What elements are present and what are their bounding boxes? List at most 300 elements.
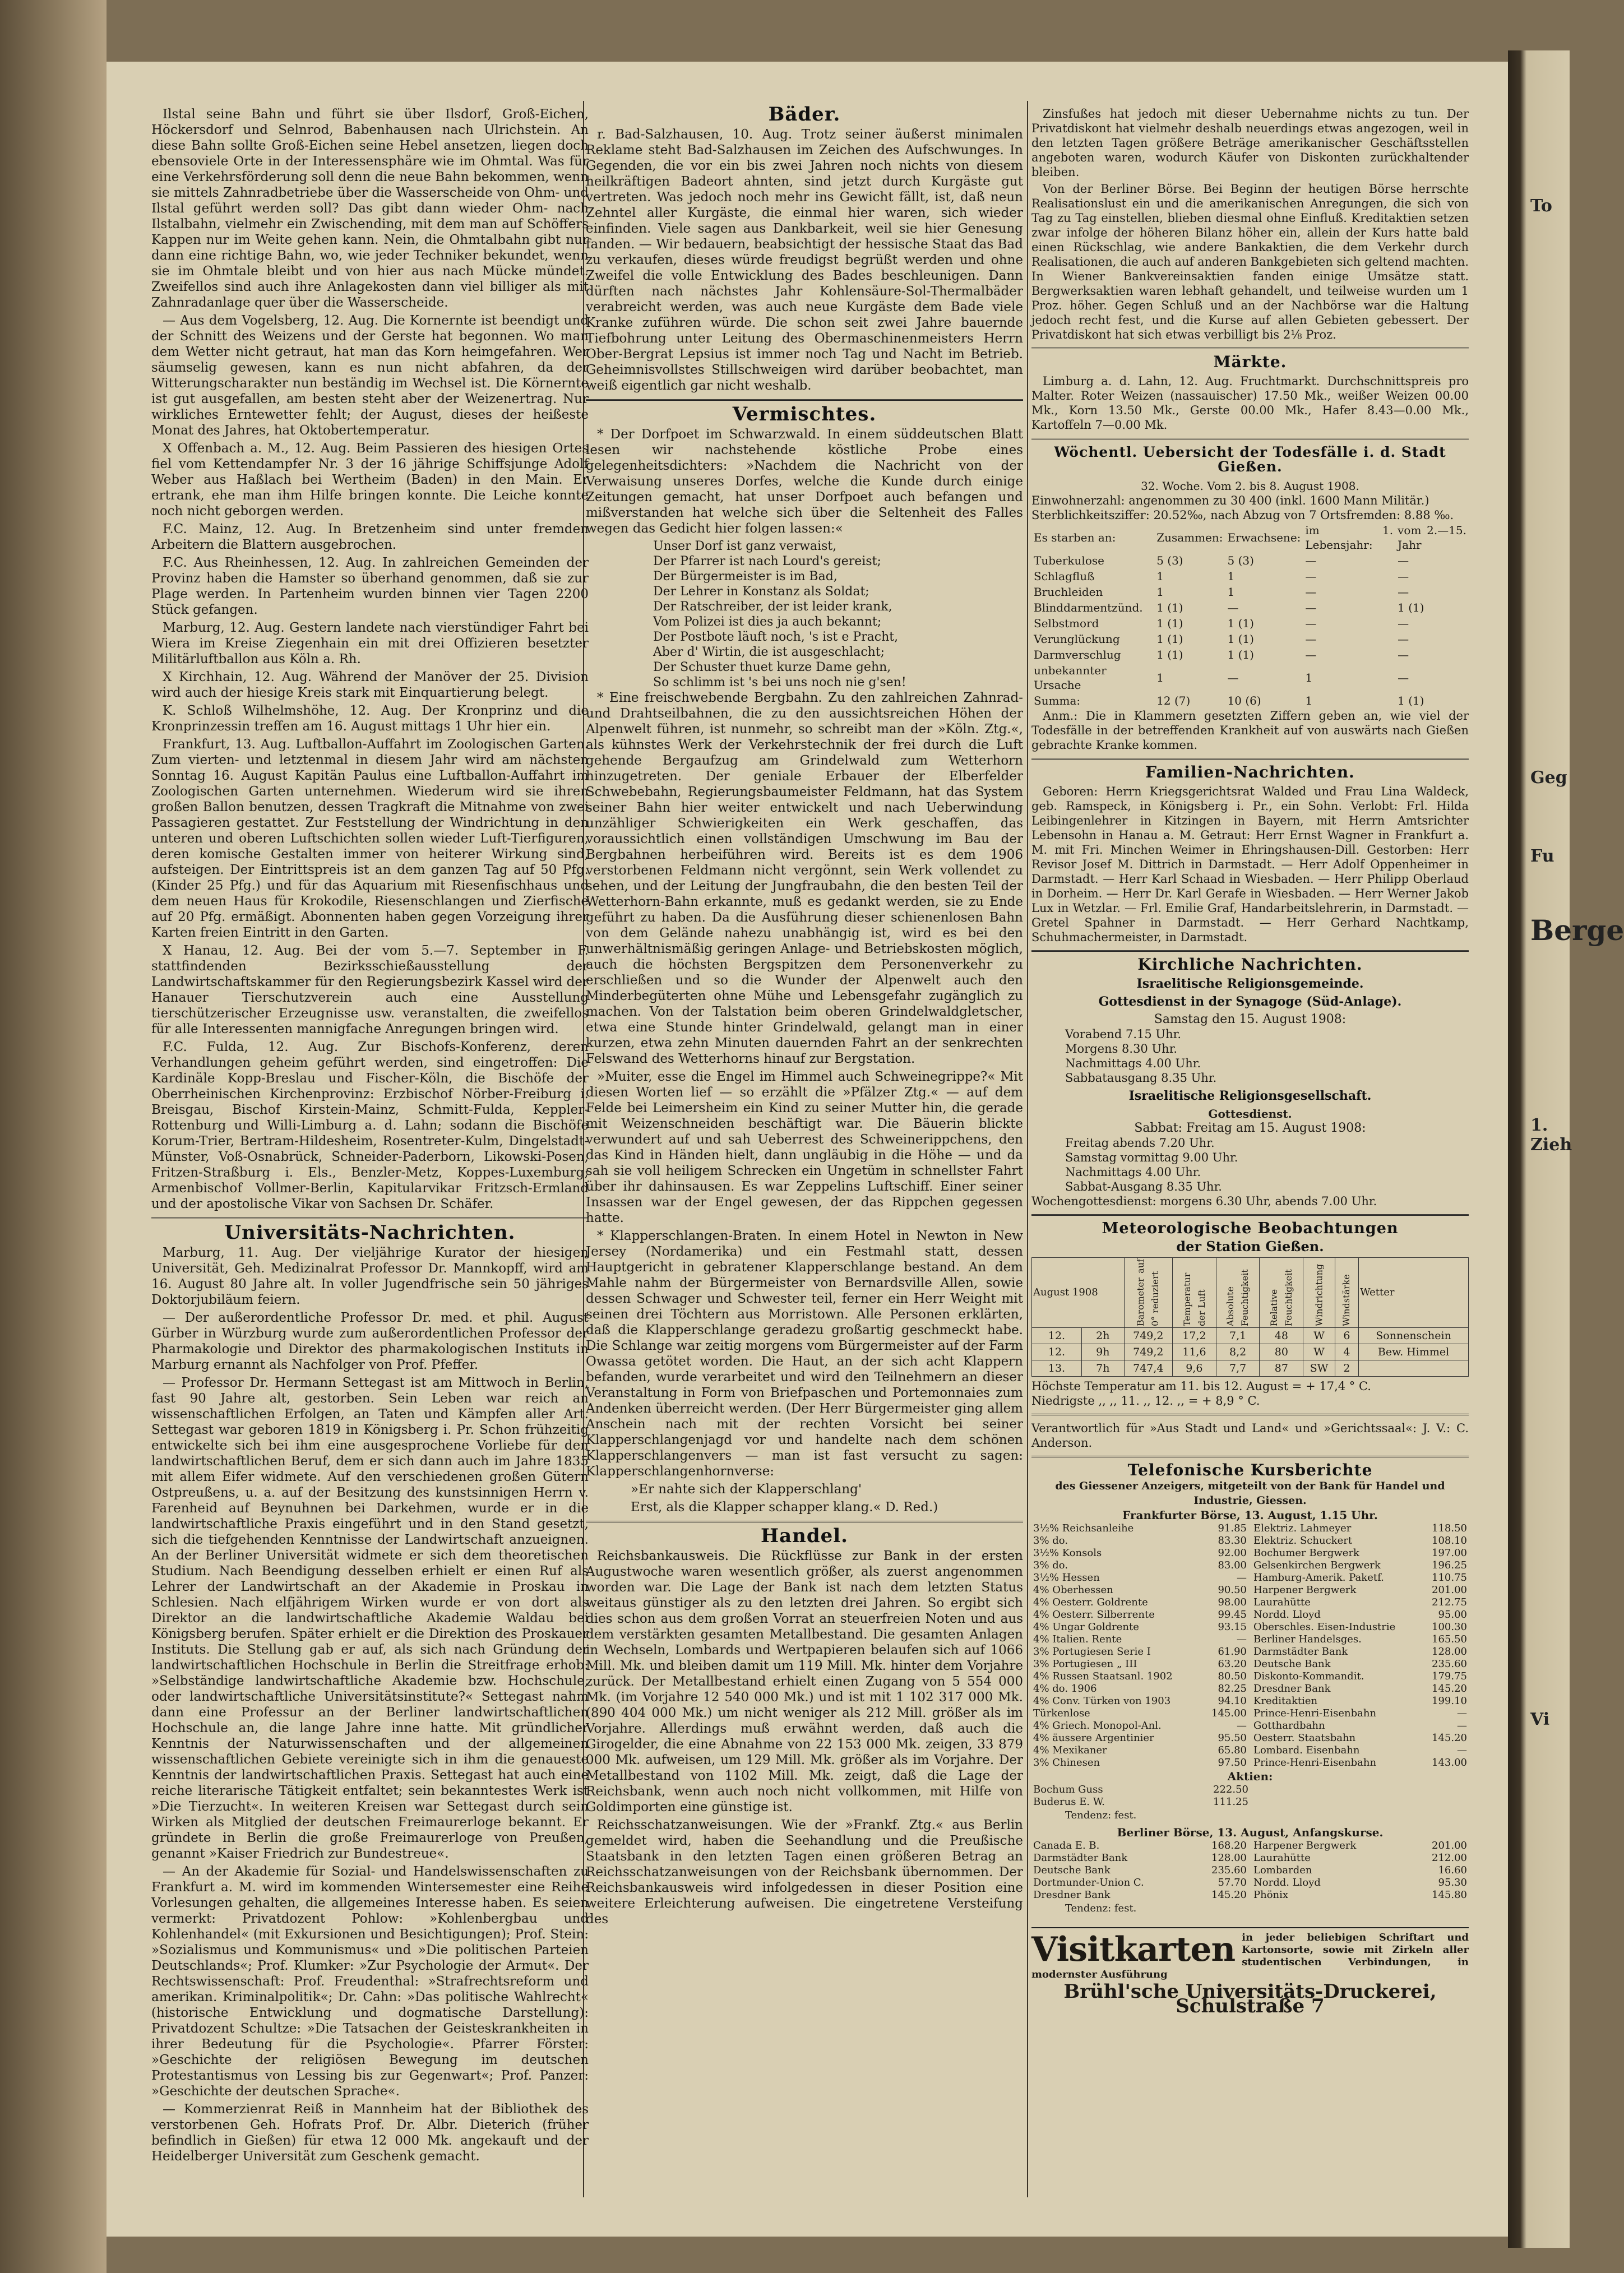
table-cell: —	[1398, 617, 1409, 630]
poem-line: So schlimm ist 's bei uns noch nie g'sen!	[653, 675, 906, 689]
table-row	[1252, 1535, 1469, 1547]
poem-line: Der Schuster thuet kurze Dame gehn,	[653, 660, 891, 674]
table-cell: Verunglückung	[1034, 632, 1120, 646]
table-row	[1031, 1683, 1248, 1695]
table-row	[1031, 1670, 1248, 1683]
table-cell: 1	[1305, 671, 1313, 684]
table-cell: 100.30	[1432, 1621, 1467, 1633]
table-cell: —	[1457, 1744, 1467, 1756]
table-cell: 3% do.	[1033, 1535, 1068, 1547]
column-header: Temperatur der Luft	[1173, 1258, 1216, 1328]
service-date: Sabbat: Freitag am 15. August 1908:	[1134, 1121, 1366, 1135]
table-row	[1031, 1840, 1248, 1852]
column-header: Windstärke	[1335, 1258, 1358, 1328]
table-cell: 7,7	[1216, 1360, 1260, 1377]
table-cell: Deutsche Bank	[1253, 1658, 1331, 1670]
table-row	[1252, 1522, 1469, 1535]
table-cell: 110.75	[1432, 1572, 1467, 1584]
table-cell: 3% Portugiesen Serie I	[1033, 1646, 1151, 1658]
table-cell: 1 (1)	[1156, 632, 1183, 646]
table-row	[1252, 1572, 1469, 1584]
article-paragraph: X Hanau, 12. Aug. Bei der vom 5.—7. September in F. stattfindenden Bezirksschießausstellung der Landwirtschaftskammer für den Regierungsbezirk Kassel wird der Hanauer Tierschutzverein auch eine Ausstellung tierschützerischer Erzeugnisse usw. veranstalten, die zweifellos für alle Interessenten mannigfache Anregungen bringen wird.	[151, 943, 589, 1036]
table-cell: 1 (1)	[1398, 601, 1424, 614]
table-row	[1031, 1796, 1250, 1808]
table-cell: Dortmunder-Union C.	[1033, 1877, 1144, 1888]
column-header: Absolute Feuchtigkeit	[1216, 1258, 1260, 1328]
table-cell: 4% Oesterr. Silberrente	[1033, 1609, 1155, 1621]
poem-line: Der Bürgermeister is im Bad,	[653, 570, 838, 584]
table-cell: 61.90	[1218, 1646, 1247, 1658]
table-cell: Laurahütte	[1253, 1596, 1311, 1608]
min-temperature: Niedrigste ,, ,, 11. ,, 12. ,, = + 8,9 ° C.	[1031, 1394, 1260, 1408]
religious-community: Israelitische Religionsgemeinde.	[1136, 976, 1364, 991]
table-header-row	[1031, 522, 1469, 553]
stock-table-left	[1031, 1522, 1248, 1769]
table-cell: —	[1398, 671, 1409, 684]
column-header: Es starben an:	[1034, 531, 1116, 544]
poem-line: Der Ratschreiber, der ist leider krank,	[653, 600, 892, 614]
table-cell: —	[1305, 632, 1317, 646]
service-time: Sabbatausgang 8.35 Uhr.	[1065, 1071, 1217, 1085]
table-cell: 4% do. 1906	[1033, 1683, 1097, 1695]
table-header-row	[1032, 1258, 1469, 1328]
table-cell: 1	[1227, 585, 1235, 599]
table-cell: Oesterr. Staatsbahn	[1253, 1732, 1356, 1744]
table-cell: 80	[1260, 1344, 1303, 1360]
table-cell: 1	[1305, 694, 1313, 707]
table-cell: 83.00	[1218, 1559, 1247, 1571]
article-paragraph: * Eine freischwebende Bergbahn. Zu den zahlreichen Zahnrad- und Drahtseilbahnen, die zu den aussichtsreichen Höhen der Alpenwelt führen, ist nunmehr, so schreibt man der »Köln. Ztg.«, als kühnstes Werk der Verkehrstechnik der frei durch die Luft gehende Bergaufzug am Grindelwald zum Wetterhorn hinzugetreten. Der geniale Erbauer der Elberfelder Schwebebahn, Regierungsbaumeister Feldmann, hat das System seiner Bahn hier weiter entwickelt und nach Ueberwindung unzähliger Schwierigkeiten ein Werk geschaffen, das voraussichtlich einen vollständigen Umschwung im Bau der Bergbahnen herbeiführen wird. Bereits ist es dem 1906 verstorbenen Feldmann nicht vergönnt, sein Werk vollendet zu sehen, und der Leitung der Jungfraubahn, die den besten Teil der Wetterhorn-Bahn erkannte, muß es gedankt werden, sie zu Ende geführt zu haben. Da die Ausführung dieser schienenlosen Bahn von dem Gelände nahezu unabhängig ist, wird es bei den unwerhältnismäßig geringen Anlage- und Betriebskosten möglich, auch die höchsten Bergspitzen dem Personenverkehr zu erschließen und so die Wunder der Alpenwelt auch den Minderbegüterten ohne Mühe und Lebensgefahr zugänglich zu machen. Von der Talstation beim oberen Grindelwaldgletscher, etwa eine Stunde hinter Grindelwald, gelangt man in einer kurzen, etwa zehn Minuten dauernden Fahrt an der senkrechten Felswand des Wetterhorns hinauf zur Bergstation.	[586, 691, 1023, 1066]
table-cell: 7,1	[1216, 1328, 1260, 1344]
article-paragraph: X Kirchhain, 12. Aug. Während der Manöver der 25. Division wird auch der hiesige Kreis stark mit Einquartierung belegt.	[151, 670, 589, 700]
table-cell: —	[1457, 1707, 1467, 1719]
table-row	[1031, 1658, 1248, 1670]
table-cell: 87	[1260, 1360, 1303, 1377]
column-1	[151, 107, 589, 2192]
table-cell: Gelsenkirchen Bergwerk	[1253, 1559, 1381, 1571]
table-cell: 1 (1)	[1156, 617, 1183, 630]
article-paragraph: r. Bad-Salzhausen, 10. Aug. Trotz seiner äußerst minimalen Reklame steht Bad-Salzhausen im Zeichen des Aufschwunges. In Gegenden, die vor ein bis zwei Jahren noch nichts von diesem heilkräftigen Badeort ahnten, sind jetzt durch Kurgäste gut vertreten. Was jedoch noch mehr ins Gewicht fällt, ist, daß neun Zehntel aller Kurgäste, die einmal hier waren, sich wieder einfinden. Viele sagen aus Dankbarkeit, weil sie hier Genesung fanden. — Wir bedauern, beabsichtigt der hessische Staat das Bad zu verkaufen, dieses würde freudigst begrüßt werden und ohne Zweifel die volle Entwicklung des Bades beschleunigen. Dann dürften nach nächstes Jahr Kohlensäure-Sol-Thermalbäder verabreicht werden, was auch neue Kurgäste dem Bade viele Kranke zuführen würde. Die schon seit zwei Jahre bauernde Tiefbohrung unter Leitung des Obermaschinenmeisters Herrn Ober-Bergrat Lepsius ist immer noch Tag und Nacht im Betrieb. Geheimnisvollstes Stillschweigen wird darüber beobachtet, man weiß eigentlich gar nicht weshalb.	[586, 127, 1023, 393]
book-binding	[0, 0, 107, 2273]
stock-table-aktien	[1031, 1784, 1250, 1808]
service-time: Samstag vormittag 9.00 Uhr.	[1065, 1151, 1238, 1164]
adjacent-page-fragment: To	[1530, 196, 1552, 216]
deaths-note: Anm.: Die in Klammern gesetzten Ziffern geben an, wie viel der Todesfälle in der betreffenden Krankheit auf von auswärts nach Gießen gebrachte Kranke kommen.	[1031, 709, 1469, 752]
section-divider	[1031, 1214, 1469, 1216]
service-time: Morgens 8.30 Uhr.	[1065, 1042, 1178, 1056]
table-cell: 222.50	[1213, 1784, 1248, 1795]
table-cell: 4% Ungar Goldrente	[1033, 1621, 1139, 1633]
stock-source: des Giessener Anzeigers, mitgeteilt von der Bank für Handel und Industrie, Giessen.	[1055, 1480, 1445, 1507]
table-cell: SW	[1303, 1360, 1335, 1377]
section-divider	[1031, 758, 1469, 760]
table-cell: Deutsche Bank	[1033, 1864, 1111, 1876]
section-divider	[1031, 348, 1469, 349]
table-cell: Harpener Bergwerk	[1253, 1840, 1357, 1851]
table-cell: 3% Portugiesen „ III	[1033, 1658, 1137, 1670]
table-cell: 5 (3)	[1227, 554, 1254, 567]
table-cell: —	[1398, 585, 1409, 599]
table-row	[1031, 1621, 1248, 1633]
table-row	[1031, 1889, 1248, 1901]
column-header: Wetter	[1359, 1258, 1469, 1328]
article-paragraph: Zinsfußes hat jedoch mit dieser Uebernahme nichts zu tun. Der Privatdiskont hat vielmehr deshalb neuerdings etwas angezogen, weil in den letzten Tagen größere Beträge amerikanischer Geschäftsstellen angeboten waren, wodurch Käufer von Diskonten zurückhaltender bleiben.	[1031, 107, 1469, 179]
table-cell: 1	[1156, 671, 1164, 684]
ad-headline: Visitkarten	[1031, 1930, 1236, 1969]
table-cell: Darmstädter Bank	[1253, 1646, 1348, 1658]
table-cell: 165.50	[1432, 1633, 1467, 1645]
table-cell: 83.30	[1218, 1535, 1247, 1547]
table-cell: Bochum Guss	[1033, 1784, 1103, 1795]
table-cell: —	[1398, 554, 1409, 567]
adjacent-page-strip	[1508, 50, 1624, 2248]
column-header: Zusammen:	[1156, 531, 1223, 544]
religious-community: Israelitische Religionsgesellschaft.	[1128, 1089, 1372, 1103]
table-cell: Dresdner Bank	[1253, 1683, 1331, 1695]
table-row	[1031, 1695, 1248, 1707]
table-cell: Buderus E. W.	[1033, 1796, 1105, 1808]
weather-table	[1031, 1257, 1469, 1377]
table-cell: 63.20	[1218, 1658, 1247, 1670]
table-cell: Elektriz. Schuckert	[1253, 1535, 1353, 1547]
article-paragraph: — Der außerordentliche Professor Dr. med. et phil. August Gürber in Würzburg wurde zum außerordentlichen Professor der Pharmakologie und Direktor des pharmakologischen Instituts in Marburg ernannt als Nachfolger von Prof. Pfeffer.	[151, 1311, 589, 1372]
table-cell: 82.25	[1218, 1683, 1247, 1695]
table-row	[1031, 1633, 1248, 1646]
table-row	[1252, 1683, 1469, 1695]
table-row	[1252, 1707, 1469, 1720]
table-cell: 9h	[1081, 1344, 1124, 1360]
deaths-table	[1031, 522, 1469, 709]
stock-section-heading: Aktien:	[1227, 1770, 1273, 1783]
table-row	[1031, 663, 1469, 693]
adjacent-page-fragment: Fu	[1530, 846, 1554, 866]
table-row	[1032, 1360, 1469, 1377]
table-row	[1252, 1584, 1469, 1596]
table-cell: 201.00	[1432, 1840, 1467, 1851]
table-cell: 95.00	[1438, 1609, 1467, 1621]
table-cell: Darmstädter Bank	[1033, 1852, 1128, 1864]
table-cell: 1 (1)	[1398, 694, 1424, 707]
table-cell: 10 (6)	[1227, 694, 1261, 707]
stock-tendency: Tendenz: fest.	[1065, 1809, 1137, 1821]
table-cell: —	[1305, 601, 1317, 614]
table-cell: 128.00	[1211, 1852, 1247, 1864]
table-cell: 1 (1)	[1227, 648, 1254, 661]
article-paragraph: Ilstal seine Bahn und führt sie über Ilsdorf, Groß-Eichen, Höckersdorf und Selnrod, Babenhausen nach Ulrichstein. An diese Bahn sollte Groß-Eichen seine Hebel ansetzen, liegen doch ebensoviele Orte in der Interessensphäre wie im Ohmtal. Was für eine Verkehrsförderung soll denn die neue Bahn bekommen, wenn sie mittels Zahnradbetriebe über die Wasserscheide von Ohm- und Ilstal geführt werden soll? Das gibt dann wieder Ohm- nach Ilstalbahn, vielmehr ein Zwischending, mit dem man auf Schöffers Kappen nur im Weite gehen kann. Nein, die Ohmtalbahn gibt nur dann eine richtige Bahn, wo, wie jeder Techniker bekundet, wenn sie im Ohmtale bleibt und von hier aus nach Mücke mündet. Zweifellos sind auch ihre Anlagekosten dann viel billiger als mit Zahnradanlage quer über die Wasserscheide.	[151, 107, 589, 310]
table-cell: 4	[1335, 1344, 1358, 1360]
table-cell: 4% Oberhessen	[1033, 1584, 1113, 1596]
table-row	[1252, 1757, 1469, 1769]
service-time: Nachmittags 4.00 Uhr.	[1065, 1165, 1201, 1179]
section-heading-baeder: Bäder.	[768, 103, 841, 126]
table-row	[1031, 1757, 1248, 1769]
section-heading-familien: Familien-Nachrichten.	[1145, 763, 1355, 781]
table-row	[1252, 1670, 1469, 1683]
stock-tendency: Tendenz: fest.	[1065, 1902, 1137, 1914]
table-cell: —	[1305, 648, 1317, 661]
stock-quotes	[1031, 1840, 1469, 1901]
table-cell: 108.10	[1432, 1535, 1467, 1547]
poem-line: Der Lehrer in Konstanz als Soldat;	[653, 585, 869, 599]
column-2	[586, 103, 1023, 2192]
deaths-population: Einwohnerzahl: angenommen zu 30 400 (inkl. 1600 Mann Militär.)	[1031, 494, 1429, 507]
table-row	[1031, 1744, 1248, 1757]
table-cell: 1 (1)	[1227, 617, 1254, 630]
table-row	[1031, 1522, 1248, 1535]
table-row	[1252, 1744, 1469, 1757]
table-cell: 12.	[1032, 1328, 1082, 1344]
table-row	[1031, 1732, 1248, 1744]
table-cell: —	[1398, 570, 1409, 583]
table-cell: 3½% Hessen	[1033, 1572, 1100, 1584]
table-cell: 97.50	[1218, 1757, 1247, 1769]
section-heading-meteorologie: Meteorologische Beobachtungen	[1102, 1220, 1399, 1237]
table-row	[1031, 615, 1469, 631]
section-heading-handel: Handel.	[760, 1525, 849, 1547]
table-cell: Bruchleiden	[1034, 585, 1103, 599]
adjacent-page-fragment: 1. Zieh	[1530, 1115, 1572, 1155]
section-divider	[1031, 950, 1469, 952]
table-cell: —	[1237, 1633, 1247, 1645]
poem-line: Vom Polizei ist dies ja auch bekannt;	[653, 615, 882, 629]
section-heading-kursberichte: Telefonische Kursberichte	[1127, 1461, 1373, 1479]
column-header: Windrichtung	[1303, 1258, 1335, 1328]
table-cell: Oberschles. Eisen-Industrie	[1253, 1621, 1396, 1633]
table-cell: 12.	[1032, 1344, 1082, 1360]
table-cell: 4% Mexikaner	[1033, 1744, 1107, 1756]
service-time: Vorabend 7.15 Uhr.	[1065, 1027, 1182, 1041]
table-row	[1031, 647, 1469, 663]
table-cell: 143.00	[1432, 1757, 1467, 1769]
table-row	[1252, 1609, 1469, 1621]
table-cell: 749,2	[1124, 1344, 1172, 1360]
table-row	[1031, 1609, 1248, 1621]
table-cell: Sonnenschein	[1359, 1328, 1469, 1344]
table-cell: 90.50	[1218, 1584, 1247, 1596]
service-time: Wochengottesdienst: morgens 6.30 Uhr, abends 7.00 Uhr.	[1031, 1195, 1377, 1208]
table-row	[1031, 1547, 1248, 1559]
deaths-rate: Sterblichkeitsziffer: 20.52‰, nach Abzug von 7 Ortsfremden: 8.88 ‰.	[1031, 508, 1454, 522]
section-divider	[1031, 438, 1469, 439]
table-cell: 5 (3)	[1156, 554, 1183, 567]
table-row	[1252, 1658, 1469, 1670]
table-cell: —	[1398, 648, 1409, 661]
table-cell: 235.60	[1211, 1864, 1247, 1876]
table-row	[1252, 1596, 1469, 1609]
poem-line: Unser Dorf ist ganz verwaist,	[653, 539, 837, 553]
table-cell: —	[1227, 671, 1239, 684]
column-header: August 1908	[1032, 1258, 1125, 1328]
family-announcements: Geboren: Herrn Kriegsgerichtsrat Walded und Frau Lina Waldeck, geb. Ramspeck, in Königsberg i. Pr., ein Sohn. Verlobt: Frl. Hilda Leibingenlehrer in Kitzingen in Bayern, mit Herrn Amtsrichter Lebensohn in Hanau a. M. Getraut: Herr Ernst Wagner in Frankfurt a. M. mit Fri. Minchen Weimer in Ehringshausen-Dill. Gestorben: Herr Revisor Josef M. Dittrich in Darmstadt. — Herr Adolf Oppenheimer in Darmstadt. — Herr Karl Schaad in Wiesbaden. — Herr Philipp Oberlaud in Dorheim. — Herr Dr. Karl Gerafe in Wiesbaden. — Herr Werner Jakob Lux in Wetzlar. — Frl. Emilie Graf, Handarbeitslehrerin, in Darmstadt. — Gretel Spahner in Darmstadt. — Herr Gerhard Nachtkamp, Schuhmachermeister, in Darmstadt.	[1031, 785, 1469, 944]
table-cell: W	[1303, 1328, 1335, 1344]
table-cell: —	[1305, 554, 1317, 567]
table-cell: 2	[1335, 1360, 1358, 1377]
table-cell: 6	[1335, 1328, 1358, 1344]
table-cell: 199.10	[1432, 1695, 1467, 1707]
table-cell: Canada E. B.	[1033, 1840, 1100, 1851]
table-cell: 1 (1)	[1156, 601, 1183, 614]
table-row	[1031, 1720, 1248, 1732]
table-cell: 99.45	[1218, 1609, 1247, 1621]
table-row	[1252, 1864, 1469, 1877]
stock-table-right	[1252, 1522, 1469, 1769]
table-row	[1252, 1621, 1469, 1633]
table-cell: 1	[1156, 585, 1164, 599]
poem-line: Der Postbote läuft noch, 's ist e Pracht,	[653, 630, 899, 644]
table-cell: 3½% Konsols	[1033, 1547, 1102, 1559]
table-cell: 1 (1)	[1227, 632, 1254, 646]
verse-line: »Er nahte sich der Klapperschlang'	[631, 1482, 862, 1497]
table-row	[1031, 1584, 1248, 1596]
table-cell: 9,6	[1173, 1360, 1216, 1377]
table-row	[1252, 1877, 1469, 1889]
table-cell: Schlagfluß	[1034, 570, 1095, 583]
table-row	[1031, 553, 1469, 568]
table-cell: 145.00	[1211, 1707, 1247, 1719]
article-paragraph: — Aus dem Vogelsberg, 12. Aug. Die Kornernte ist beendigt und der Schnitt des Weizens und der Gerste hat begonnen. Wo man dem Wetter nicht getraut, hat man das Korn heimgefahren. Wer säumselig gewesen, kann es nun nicht abfahren, da der Witterungscharakter nun beständig im Wechsel ist. Die Körnernte ist gut ausgefallen, am besten steht aber der Weizenertrag. Nur wirkliches Erntewetter fehlt; der August, dieses der heißeste Monat des Jahres, hat Oktobertemperatur.	[151, 313, 589, 438]
table-cell: 145.80	[1432, 1889, 1467, 1901]
table-cell: 1	[1227, 570, 1235, 583]
service-date: Samstag den 15. August 1908:	[1154, 1012, 1347, 1026]
table-cell: Lombarden	[1253, 1864, 1312, 1876]
table-cell: 95.50	[1218, 1732, 1247, 1744]
table-cell: Nordd. Lloyd	[1253, 1609, 1321, 1621]
table-row	[1031, 1596, 1248, 1609]
table-row	[1252, 1559, 1469, 1572]
table-cell: 212.00	[1432, 1852, 1467, 1864]
table-cell: 2h	[1081, 1328, 1124, 1344]
article-paragraph: F.C. Mainz, 12. Aug. In Bretzenheim sind unter fremden Arbeitern die Blattern ausgebrochen.	[151, 522, 589, 552]
table-cell: Phönix	[1253, 1889, 1289, 1901]
section-heading-maerkte: Märkte.	[1213, 353, 1287, 371]
section-heading-universitaet: Universitäts-Nachrichten.	[224, 1221, 516, 1244]
table-row	[1031, 1864, 1248, 1877]
table-cell: Prince-Henri-Eisenbahn	[1253, 1757, 1377, 1769]
table-cell: 118.50	[1432, 1522, 1467, 1534]
table-row	[1252, 1695, 1469, 1707]
table-cell: 168.20	[1211, 1840, 1247, 1851]
section-divider	[1031, 1456, 1469, 1457]
table-cell: Bew. Himmel	[1359, 1344, 1469, 1360]
table-cell: 8,2	[1216, 1344, 1260, 1360]
table-row	[1031, 1784, 1250, 1796]
table-cell: Tuberkulose	[1034, 554, 1104, 567]
ad-printer: Brühl'sche Universitäts-Druckerei, Schulstraße 7	[1063, 1980, 1437, 2017]
service-time: Freitag abends 7.20 Uhr.	[1065, 1136, 1215, 1150]
article-paragraph: — Professor Dr. Hermann Settegast ist am Mittwoch in Berlin, fast 90 Jahre alt, gestorben. Sein Leben war reich an wissenschaftlichen Erfolgen, an Taten und Kämpfen aller Art. Settegast war geboren 1819 in Königsberg i. Pr. Schon frühzeitig entwickelte sich bei ihm eine ausgesprochene Vorliebe für den landwirtschaftlichen Beruf, dem er sich dann auch im Jahre 1835 mit allem Eifer widmete. Auf den verschiedenen großen Gütern Ostpreußens, u. a. auf der Besitzung des kunstsinnigen Herrn v. Farenheid auf Beynuhnen bei Darkehmen, wurde er in die landwirtschaftliche Praxis eingeführt und in den Stand gesetzt, sich die tiefgehenden Kenntnisse der Landwirtschaft anzueignen. An der Berliner Universität widmete er sich dem theoretischen Studium. Nach Beendigung desselben erhielt er einen Ruf als Lehrer der Landwirtschaft an der Akademie in Proskau in Schlesien. Nach elfjährigem Wirken wurde er von dort als Direktor an die landwirtschaftliche Akademie Waldau bei Königsberg berufen. Später erhielt er die Direktion des Proskauer Instituts. Die Stellung gab er auf, als sich nach Gründung der landwirtschaftlichen Hochschule in Berlin die Streitfrage erhob: »Selbständige landwirtschaftliche Akademie bzw. Hochschule, oder landwirtschaftliche Universitätsinstitute?« Settegast nahm dann eine Professur an der Berliner landwirtschaftlichen Hochschule an, die lange Jahre inne hatte. Mit gründlicher Kenntnis der Naturwissenschaften und der allgemeinen wissenschaftlichen Gebiete vereinigte sich in ihm die genaueste Kenntnis der landwirtschaftlichen Praxis. Settegast hat auch eine reiche literarische Tätigkeit entfaltet; sein bekanntestes Werk ist »Die Tierzucht«. In weiteren Kreisen war Settegast durch sein Wirken als Mitglied der deutschen Freimaurerloge bekannt. Er gründete in Berlin die große Freimaurerloge von Preußen, genannt »Kaiser Friedrich zur Bundestreue«.	[151, 1376, 589, 1861]
table-cell: 7h	[1081, 1360, 1124, 1377]
article-paragraph: F.C. Aus Rheinhessen, 12. Aug. In zahlreichen Gemeinden der Provinz haben die Hamster so überhand genommen, daß sie zur Plage werden. In Partenheim wurden binnen vier Tagen 2200 Stück gefangen.	[151, 555, 589, 617]
table-row	[1252, 1633, 1469, 1646]
market-report: Limburg a. d. Lahn, 12. Aug. Fruchtmarkt. Durchschnittspreis pro Malter. Roter Weizen (nassauischer) 17.50 Mk., weißer Weizen 00.00 Mk., Korn 13.50 Mk., Gerste 00.00 Mk., Hafer 8.43—0.00 Mk., Kartoffeln 7—0.00 Mk.	[1031, 374, 1469, 432]
table-cell: —	[1237, 1572, 1247, 1584]
table-row	[1031, 693, 1469, 709]
responsible-editor: Verantwortlich für »Aus Stadt und Land« und »Gerichtssaal«: J. V.: C. Anderson.	[1031, 1422, 1469, 1450]
table-cell: 57.70	[1218, 1877, 1247, 1888]
table-cell: Bochumer Bergwerk	[1253, 1547, 1359, 1559]
table-row	[1252, 1840, 1469, 1852]
poem-line: Der Pfarrer ist nach Lourd's gereist;	[653, 554, 881, 568]
table-cell: 4% Italien. Rente	[1033, 1633, 1122, 1645]
service-time: Nachmittags 4.00 Uhr.	[1065, 1057, 1201, 1070]
column-header: Erwachsene:	[1227, 531, 1301, 544]
table-cell: 94.10	[1218, 1695, 1247, 1707]
table-cell: Berliner Handelsges.	[1253, 1633, 1362, 1645]
table-cell: —	[1457, 1720, 1467, 1732]
table-row	[1031, 1535, 1248, 1547]
table-cell: Dresdner Bank	[1033, 1889, 1111, 1901]
table-cell: Gotthardbahn	[1253, 1720, 1325, 1732]
table-cell: 235.60	[1432, 1658, 1467, 1670]
table-row	[1031, 584, 1469, 600]
table-cell: 747,4	[1124, 1360, 1172, 1377]
table-cell: 95.30	[1438, 1877, 1467, 1888]
visitkarten-advertisement	[1031, 1927, 1469, 2017]
column-header: im 1. Lebensjahr:	[1305, 524, 1394, 552]
table-cell: 3½% Reichsanleihe	[1033, 1522, 1134, 1534]
table-cell: 98.00	[1218, 1596, 1247, 1608]
article-paragraph: Reichsbankausweis. Die Rückflüsse zur Bank in der ersten Augustwoche waren wesentlich größer, als zuerst angenommen worden war. Die Lage der Bank ist nach dem letzten Status weitaus günstiger als zu den letzten drei Jahren. So ergibt sich dies schon aus dem großen Vorrat an steuerfreien Noten und aus dem verstärkten gesamten Metallbestand. Die gesamten Anlagen in Wechseln, Lombards und Wertpapieren belaufen sich auf 1066 Mill. Mk. und bleiben damit um 119 Mill. Mk. hinter dem Vorjahre zurück. Der Metallbestand erhielt einen Zugang von 5 554 000 Mk. (im Vorjahre 12 540 000 Mk.) und ist mit 1 102 317 000 Mk. (890 404 000 Mk.) um nicht weniger als 212 Mill. größer als im Vorjahre. Allerdings muß erwähnt werden, daß auch die Girogelder, die eine Abnahme von 22 153 000 Mk. zeigen, 33 879 000 Mk. aufweisen, um 129 Mill. Mk. größer als im Vorjahre. Der Metallbestand von 1102 Mill. Mk. zeigt, daß die Lage der Reichsbank, wenn auch noch nicht vollkommen, mit Hilfe von Goldimporten eine günstige ist.	[586, 1549, 1023, 1814]
table-cell: 65.80	[1218, 1744, 1247, 1756]
table-cell: Selbstmord	[1034, 617, 1099, 630]
table-row	[1252, 1720, 1469, 1732]
stock-exchange-header: Berliner Börse, 13. August, Anfangskurse.	[1117, 1826, 1384, 1839]
table-cell: —	[1305, 585, 1317, 599]
section-heading-todesfaelle: Wöchentl. Uebersicht der Todesfälle i. d. Stadt Gießen.	[1054, 444, 1446, 475]
table-row	[1032, 1344, 1469, 1360]
table-cell: 145.20	[1211, 1889, 1247, 1901]
table-cell: 197.00	[1432, 1547, 1467, 1559]
table-cell: Diskonto-Kommandit.	[1253, 1670, 1364, 1682]
service-times	[1031, 1136, 1469, 1194]
deaths-week: 32. Woche. Vom 2. bis 8. August 1908.	[1141, 479, 1359, 493]
table-row	[1031, 1559, 1248, 1572]
article-paragraph: Frankfurt, 13. Aug. Luftballon-Auffahrt im Zoologischen Garten. Zum vierten- und letztenmal in diesem Jahr wird am nächsten Sonntag 16. August Kapitän Paulus eine Luftballon-Auffahrt im Zoologischen Garten unternehmen. Wiederum wird sie ihren großen Ballon benutzen, dessen Tragkraft die Mitnahme von zwei Passagieren gestattet. Zur Feststellung der Windrichtung in den unteren und oberen Luftschichten sollen wieder Luft-Tierfiguren, deren komische Gestalten immer von heiterer Wirkung sind, aufsteigen. Der Eintrittspreis ist an dem ganzen Tag auf 50 Pfg. (Kinder 25 Pfg.) und für das Aquarium mit Riesenfischhaus und dem neuen Haus für Krokodile, Riesenschlangen und Zierfische auf 20 Pfg. ermäßigt. Abonnenten haben gegen Vorzeigung ihrer Karten freien Eintritt in den Garten.	[151, 737, 589, 940]
article-paragraph: »Muiter, esse die Engel im Himmel auch Schweinegrippe?« Mit diesen Worten lief — so erzählt die »Pfälzer Ztg.« — auf dem Felde bei Leimersheim ein Kind zu seiner Mutter hin, die gerade mit Weizenschneiden beschäftigt war. Die Bäuerin blickte verwundert auf und sah Ueberrest des Schweinerippchens, den das Kind in Händen hielt, dann ungläubig in die Höhe — und da sah sie voll heiligem Schrecken ein Ungetüm in schnellster Fahrt über ihr dahinsausen. Es war Zeppelins Luftschiff. Einer seiner Insassen war der Engel gewesen, der das Rippchen gegessen hatte.	[586, 1070, 1023, 1225]
article-paragraph: — Kommerzienrat Reiß in Mannheim hat der Bibliothek des verstorbenen Geh. Hofrats Prof. Dr. Albr. Dieterich (früher befindlich in Gießen) für etwa 12 000 Mk. angekauft und der Heidelberger Universität zum Geschenk gemacht.	[151, 2102, 589, 2164]
stock-table-left	[1031, 1840, 1248, 1901]
column-header: Relative Feuchtigkeit	[1260, 1258, 1303, 1328]
table-cell: 128.00	[1432, 1646, 1467, 1658]
table-cell: 179.75	[1432, 1670, 1467, 1682]
table-cell: 3% do.	[1033, 1559, 1068, 1571]
stock-quotes	[1031, 1522, 1469, 1769]
table-cell: —	[1227, 601, 1239, 614]
section-divider	[151, 1217, 589, 1219]
table-cell: W	[1303, 1344, 1335, 1360]
table-row	[1031, 631, 1469, 647]
section-divider	[1031, 1414, 1469, 1415]
table-cell: 111.25	[1213, 1796, 1248, 1808]
stock-table-right	[1252, 1840, 1469, 1901]
table-cell: Summa:	[1034, 694, 1081, 707]
table-row	[1031, 1877, 1248, 1889]
table-cell: 17,2	[1173, 1328, 1216, 1344]
article-paragraph: X Offenbach a. M., 12. Aug. Beim Passieren des hiesigen Ortes fiel vom Kettendampfer Nr. 3 der 16 jährige Schiffsjunge Adolf Weber aus Haßlach bei Wertheim (Baden) in den Main. Er ertrank, ehe man ihm Hilfe bringen konnte. Die Leiche konnte noch nicht geborgen werden.	[151, 441, 589, 519]
table-row	[1252, 1547, 1469, 1559]
table-row	[1252, 1852, 1469, 1864]
table-cell: unbekannter Ursache	[1034, 664, 1107, 692]
table-cell: 80.50	[1218, 1670, 1247, 1682]
table-cell: 4% Russen Staatsanl. 1902	[1033, 1670, 1173, 1682]
table-cell: 212.75	[1432, 1596, 1467, 1608]
table-cell: Elektriz. Lahmeyer	[1253, 1522, 1352, 1534]
column-header: vom 2.—15. Jahr	[1398, 524, 1466, 552]
table-cell: Türkenlose	[1033, 1707, 1090, 1719]
table-cell: —	[1305, 617, 1317, 630]
table-cell: 4% äussere Argentinier	[1033, 1732, 1154, 1744]
table-cell: 201.00	[1432, 1584, 1467, 1596]
